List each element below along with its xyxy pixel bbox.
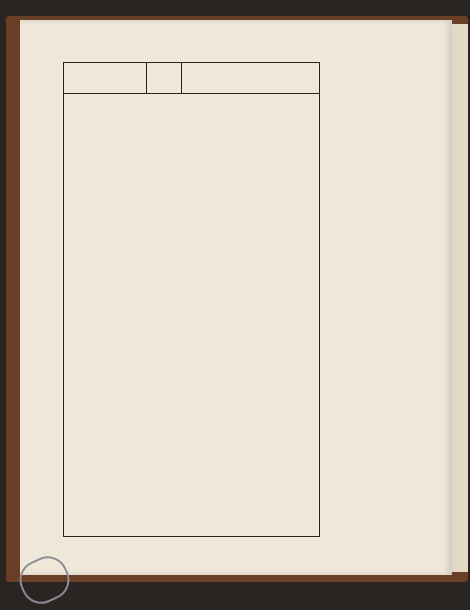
ornament-border-right [424, 50, 434, 540]
header-saints [66, 65, 144, 78]
ornament-border-bottom [30, 540, 432, 550]
page-edge [452, 24, 468, 572]
header-course [146, 63, 182, 93]
ornament-border-left [48, 50, 58, 540]
header-aspects [184, 65, 318, 78]
calendar-header [64, 63, 319, 94]
ornament-border-top [30, 42, 432, 52]
calendar-table [63, 62, 320, 537]
